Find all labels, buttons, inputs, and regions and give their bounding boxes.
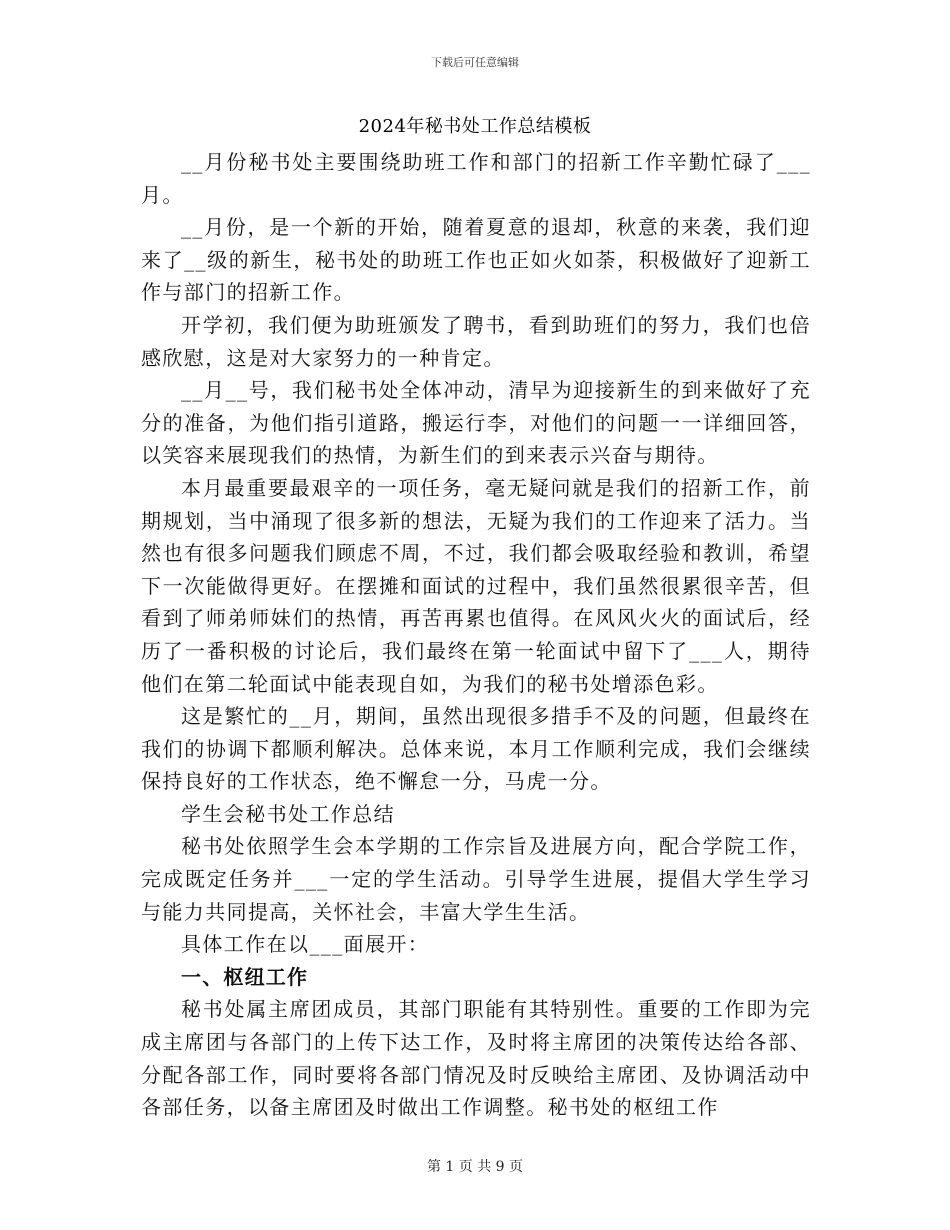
paragraph: __月份，是一个新的开始，随着夏意的退却，秋意的来袭，我们迎来了__级的新生，秘书处的助班工作也正如火如荼，积极做好了迎新工作与部门的招新工作。 [141, 215, 811, 305]
section-heading: 一、枢纽工作 [181, 964, 309, 989]
page-number: 第 1 页 共 9 页 [426, 1159, 524, 1175]
paragraph: 本月最重要最艰辛的一项任务，毫无疑问就是我们的招新工作，前期规划，当中涌现了很多新的想法，无疑为我们的工作迎来了活力。当然也有很多问题我们顾虑不周，不过，我们都会吸取经验和教训，希望下一次能做得更好。在摆摊和面试的过程中，我们虽然很累很辛苦，但看到了师弟师妹们的热情，再苦再累也值得。在风风火火的面试后，经历了一番积极的讨论后，我们最终在第一轮面试中留下了___人，期待他们在第二轮面试中能表现自如，为我们的秘书处增添色彩。 [141, 475, 811, 696]
section-subtitle: 学生会秘书处工作总结 [181, 801, 395, 826]
paragraph: 具体工作在以___面展开： [181, 932, 430, 957]
paragraph: 这是繁忙的__月，期间，虽然出现很多措手不及的问题，但最终在我们的协调下都顺利解决。总体来说，本月工作顺利完成，我们会继续保持良好的工作状态，绝不懈怠一分，马虎一分。 [141, 704, 811, 794]
paragraph: __月份秘书处主要围绕助班工作和部门的招新工作辛勤忙碌了___月。 [141, 150, 811, 207]
document-title: 2024年秘书处工作总结模板 [358, 116, 592, 137]
document-body [141, 146, 811, 1124]
paragraph: 开学初，我们便为助班颁发了聘书，看到助班们的努力，我们也倍感欣慰，这是对大家努力的一种肯定。 [141, 312, 811, 370]
page-header-note: 下载后可任意编辑 [431, 56, 519, 69]
paragraph: 秘书处依照学生会本学期的工作宗旨及进展方向，配合学院工作，完成既定任务并___一定的学生活动。引导学生进展，提倡大学生学习与能力共同提高，关怀社会，丰富大学生生活。 [141, 834, 811, 924]
paragraph: 秘书处属主席团成员，其部门职能有其特别性。重要的工作即为完成主席团与各部门的上传下达工作，及时将主席团的决策传达给各部、分配各部工作，同时要将各部门情况及时反映给主席团、及协调活动中各部任务，以备主席团及时做出工作调整。秘书处的枢纽工作 [141, 997, 811, 1120]
paragraph: __月__号，我们秘书处全体冲动，清早为迎接新生的到来做好了充分的准备，为他们指引道路，搬运行李，对他们的问题一一详细回答，以笑容来展现我们的热情，为新生们的到来表示兴奋与期待。 [141, 378, 811, 468]
